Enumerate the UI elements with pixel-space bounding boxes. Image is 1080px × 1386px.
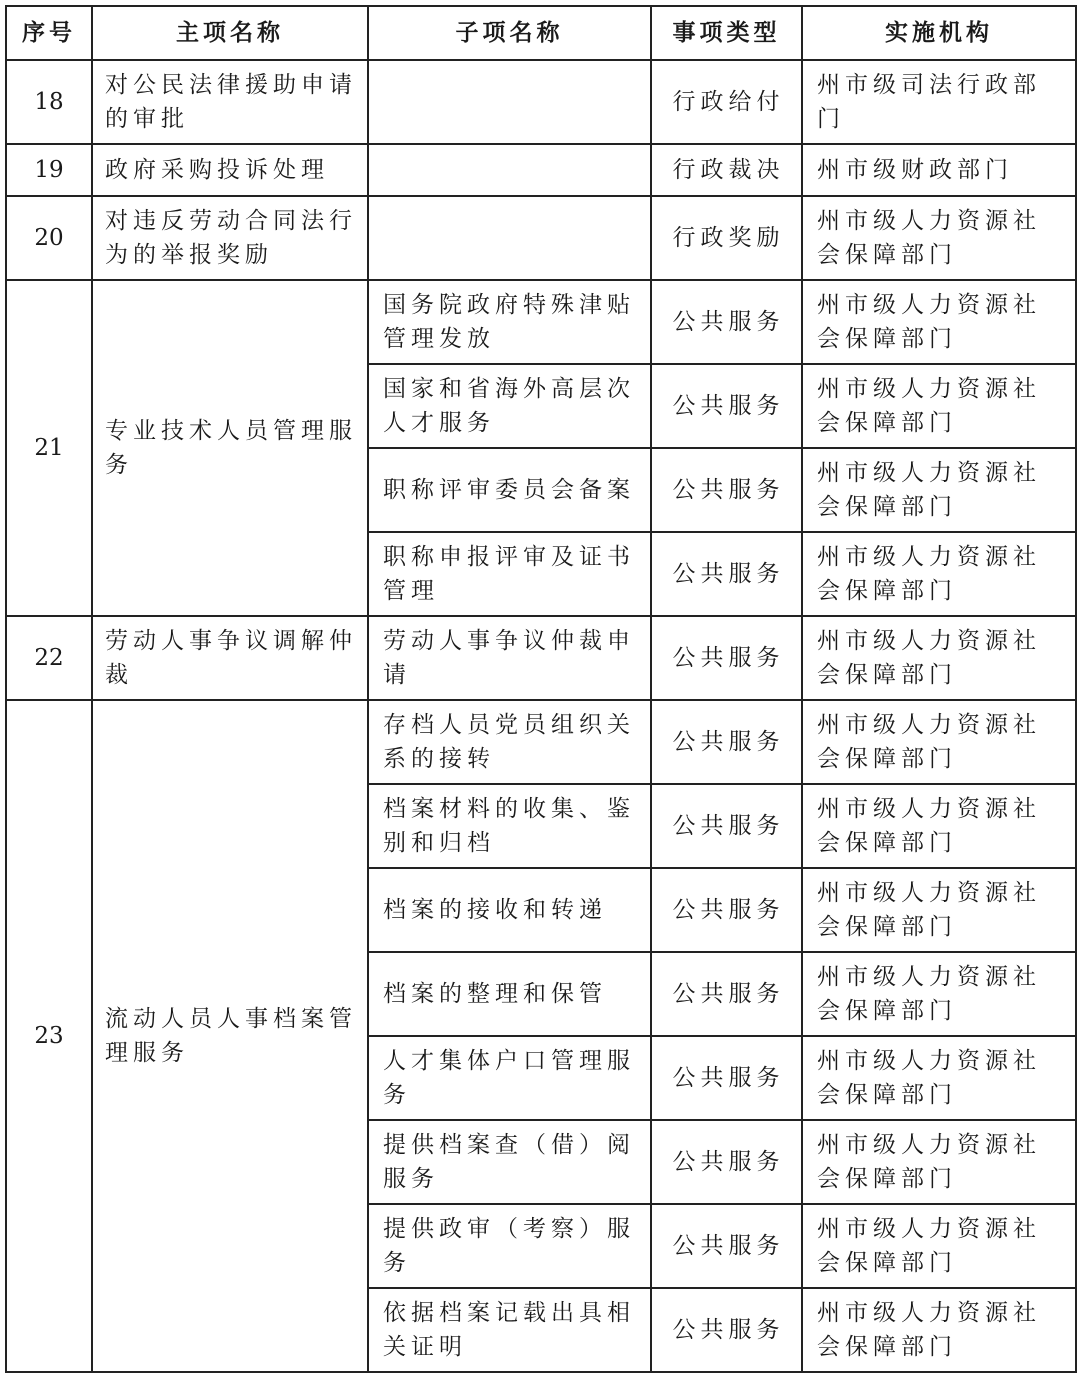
main-item-name: 流动人员人事档案管理服务 (92, 700, 368, 1372)
implementing-org: 州市级人力资源社会保障部门 (802, 1036, 1076, 1120)
implementing-org: 州市级人力资源社会保障部门 (802, 364, 1076, 448)
implementing-org: 州市级人力资源社会保障部门 (802, 700, 1076, 784)
implementing-org: 州市级人力资源社会保障部门 (802, 616, 1076, 700)
item-type: 公共服务 (651, 700, 802, 784)
table-row (6, 700, 1076, 784)
header-item-type: 事项类型 (651, 6, 802, 60)
item-type: 公共服务 (651, 1288, 802, 1372)
sub-item-name: 提供政审（考察）服务 (368, 1204, 651, 1288)
sub-item-name: 职称评审委员会备案 (368, 448, 651, 532)
implementing-org: 州市级人力资源社会保障部门 (802, 196, 1076, 280)
sub-item-name: 职称申报评审及证书管理 (368, 532, 651, 616)
sub-item-name: 提供档案查（借）阅服务 (368, 1120, 651, 1204)
main-item-name: 对违反劳动合同法行为的举报奖励 (92, 196, 368, 280)
implementing-org: 州市级人力资源社会保障部门 (802, 868, 1076, 952)
implementing-org: 州市级人力资源社会保障部门 (802, 1288, 1076, 1372)
main-item-name: 专业技术人员管理服务 (92, 280, 368, 616)
row-number: 22 (6, 616, 92, 700)
row-number: 19 (6, 144, 92, 196)
item-type: 公共服务 (651, 1120, 802, 1204)
item-type: 公共服务 (651, 952, 802, 1036)
header-no: 序号 (6, 6, 92, 60)
item-type: 公共服务 (651, 784, 802, 868)
implementing-org: 州市级人力资源社会保障部门 (802, 784, 1076, 868)
main-item-name: 政府采购投诉处理 (92, 144, 368, 196)
service-items-table (5, 5, 1077, 1373)
implementing-org: 州市级人力资源社会保障部门 (802, 532, 1076, 616)
item-type: 公共服务 (651, 280, 802, 364)
row-number: 20 (6, 196, 92, 280)
row-number: 21 (6, 280, 92, 616)
main-item-name: 劳动人事争议调解仲裁 (92, 616, 368, 700)
item-type: 公共服务 (651, 1036, 802, 1120)
implementing-org: 州市级人力资源社会保障部门 (802, 1204, 1076, 1288)
row-number: 18 (6, 60, 92, 144)
implementing-org: 州市级财政部门 (802, 144, 1076, 196)
table-row (6, 196, 1076, 280)
item-type: 公共服务 (651, 364, 802, 448)
sub-item-name: 档案材料的收集、鉴别和归档 (368, 784, 651, 868)
sub-item-name: 国务院政府特殊津贴管理发放 (368, 280, 651, 364)
sub-item-name: 档案的接收和转递 (368, 868, 651, 952)
sub-item-name: 劳动人事争议仲裁申请 (368, 616, 651, 700)
sub-item-name: 档案的整理和保管 (368, 952, 651, 1036)
main-item-name: 对公民法律援助申请的审批 (92, 60, 368, 144)
table-header-row (6, 6, 1076, 60)
table-row (6, 280, 1076, 364)
header-implementing-org: 实施机构 (802, 6, 1076, 60)
sub-item-name (368, 144, 651, 196)
sub-item-name: 人才集体户口管理服务 (368, 1036, 651, 1120)
sub-item-name (368, 196, 651, 280)
table-body (6, 60, 1076, 1372)
table-row (6, 616, 1076, 700)
table-row (6, 144, 1076, 196)
header-sub-item: 子项名称 (368, 6, 651, 60)
implementing-org: 州市级人力资源社会保障部门 (802, 448, 1076, 532)
item-type: 公共服务 (651, 868, 802, 952)
item-type: 公共服务 (651, 532, 802, 616)
implementing-org: 州市级人力资源社会保障部门 (802, 280, 1076, 364)
item-type: 行政裁决 (651, 144, 802, 196)
row-number: 23 (6, 700, 92, 1372)
item-type: 公共服务 (651, 616, 802, 700)
item-type: 行政奖励 (651, 196, 802, 280)
sub-item-name: 国家和省海外高层次人才服务 (368, 364, 651, 448)
item-type: 公共服务 (651, 448, 802, 532)
header-main-item: 主项名称 (92, 6, 368, 60)
implementing-org: 州市级人力资源社会保障部门 (802, 952, 1076, 1036)
item-type: 行政给付 (651, 60, 802, 144)
sub-item-name (368, 60, 651, 144)
table-row (6, 60, 1076, 144)
implementing-org: 州市级人力资源社会保障部门 (802, 1120, 1076, 1204)
implementing-org: 州市级司法行政部门 (802, 60, 1076, 144)
sub-item-name: 依据档案记载出具相关证明 (368, 1288, 651, 1372)
sub-item-name: 存档人员党员组织关系的接转 (368, 700, 651, 784)
item-type: 公共服务 (651, 1204, 802, 1288)
